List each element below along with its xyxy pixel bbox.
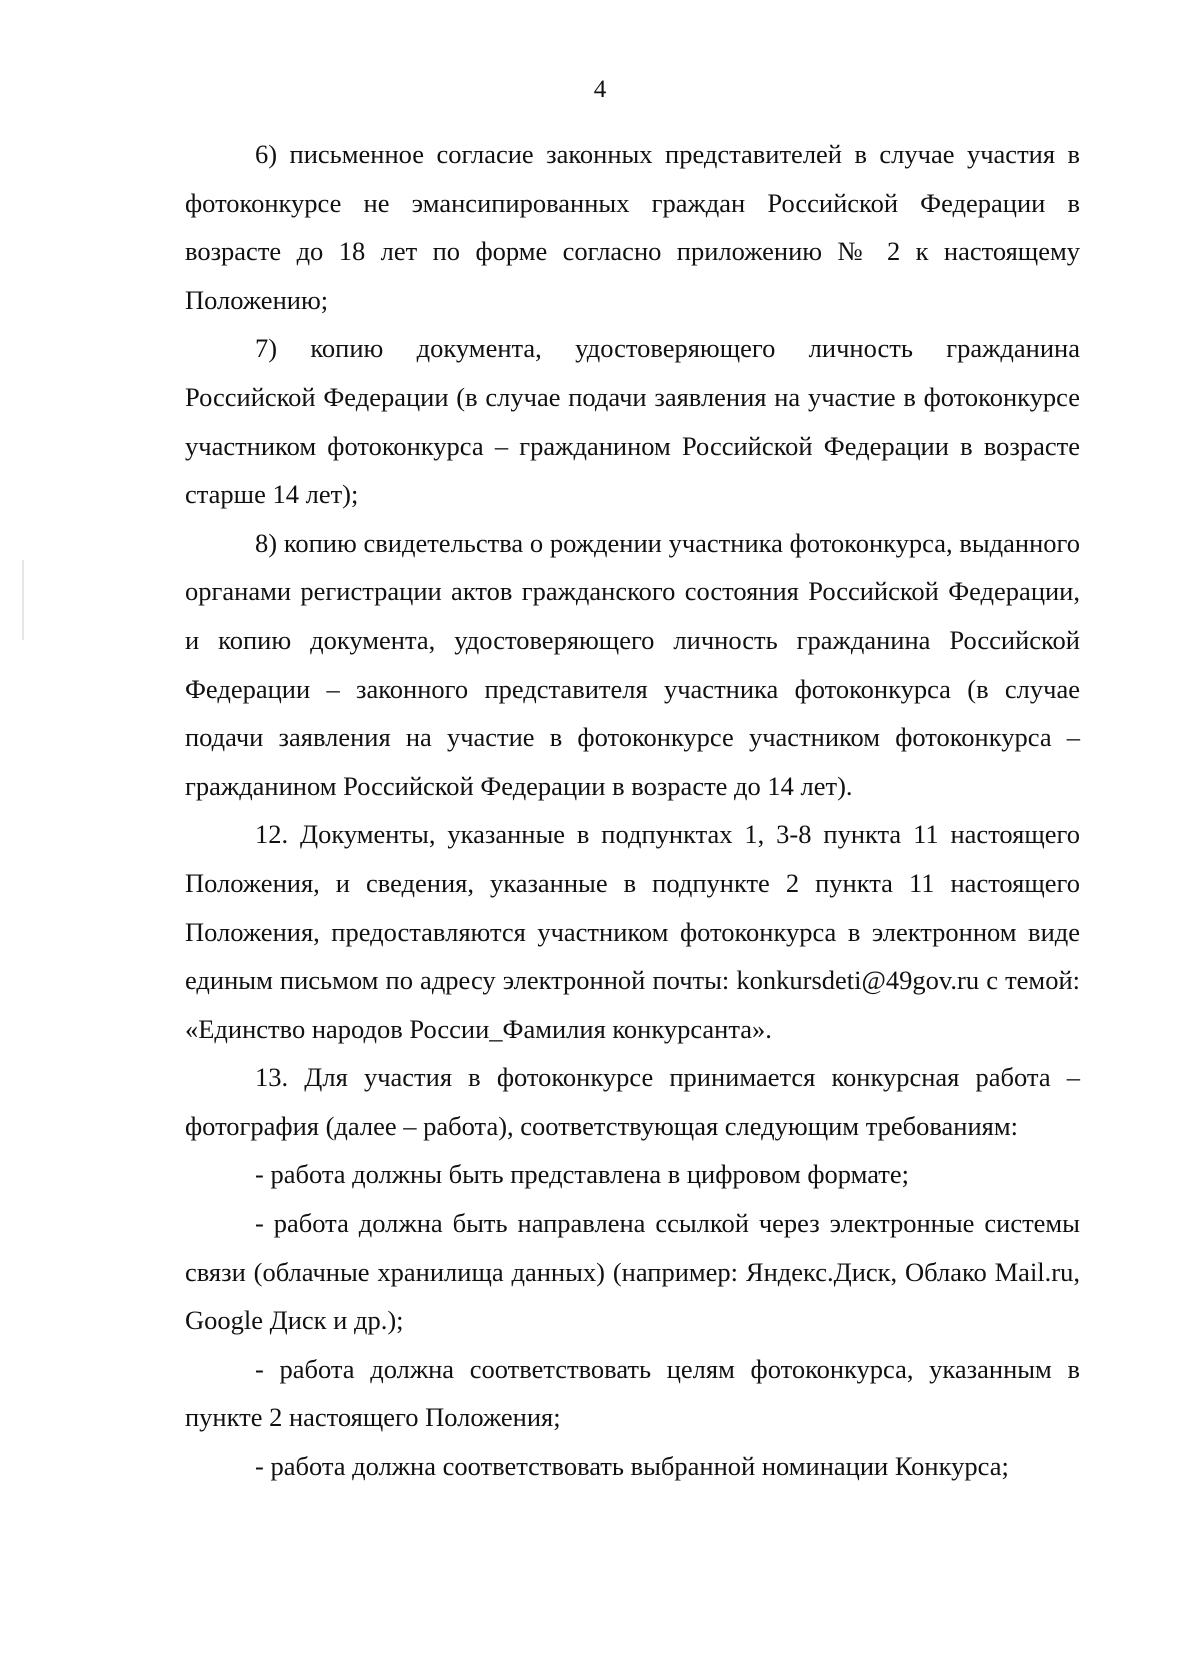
paragraph-clause-13: 13. Для участия в фотоконкурсе принимается конкурсная работа – фотография (далее – работа), соответствующая следующим требованиям:	[185, 1062, 1080, 1141]
paragraph-item-8: 8) копию свидетельства о рождении участника фотоконкурса, выданного органами регистрации актов гражданского состояния Российской Федерации, и копию документа, удостоверяющего личность гражданина Российской Федерации – законного представителя участника фотоконкурса (в случае подачи заявления на участие в фотоконкурсе участником фотоконкурса – гражданином Российской Федерации в возрасте до 14 лет).	[185, 527, 1080, 801]
scan-margin-mark	[22, 560, 24, 640]
paragraph-item-7: 7) копию документа, удостоверяющего личность гражданина Российской Федерации (в случае подачи заявления на участие в фотоконкурсе участником фотоконкурса – гражданином Российской Федерации в возрасте старше 14 лет);	[185, 333, 1080, 510]
requirement-nomination: - работа должна соответствовать выбранной номинации Конкурса;	[255, 1451, 1009, 1482]
requirement-contest-goals: - работа должна соответствовать целям фотоконкурса, указанным в пункте 2 настоящего Положения;	[185, 1353, 1080, 1433]
document-body	[185, 130, 1080, 1491]
page-number: 4	[593, 76, 607, 103]
requirement-cloud-link: - работа должна быть направлена ссылкой через электронные системы связи (облачные хранилища данных) (например: Яндекс.Диск, Облако Mail.ru, Google Диск и др.);	[185, 1208, 1080, 1336]
requirement-digital-format: - работа должны быть представлена в цифровом формате;	[255, 1159, 909, 1190]
paragraph-clause-12: 12. Документы, указанные в подпунктах 1, 3-8 пункта 11 настоящего Положения, и сведения, указанные в подпункте 2 пункта 11 настоящего Положения, предоставляются участником фотоконкурса в электронном виде единым письмом по адресу электронной почты: konkursdeti@49gov.ru с темой: «Единство народов России_Фамилия конкурсанта».	[185, 819, 1080, 1044]
paragraph-item-6: 6) письменное согласие законных представителей в случае участия в фотоконкурсе не эмансипированных граждан Российской Федерации в возрасте до 18 лет по форме согласно приложению № 2 к настоящему Положению;	[185, 139, 1080, 315]
